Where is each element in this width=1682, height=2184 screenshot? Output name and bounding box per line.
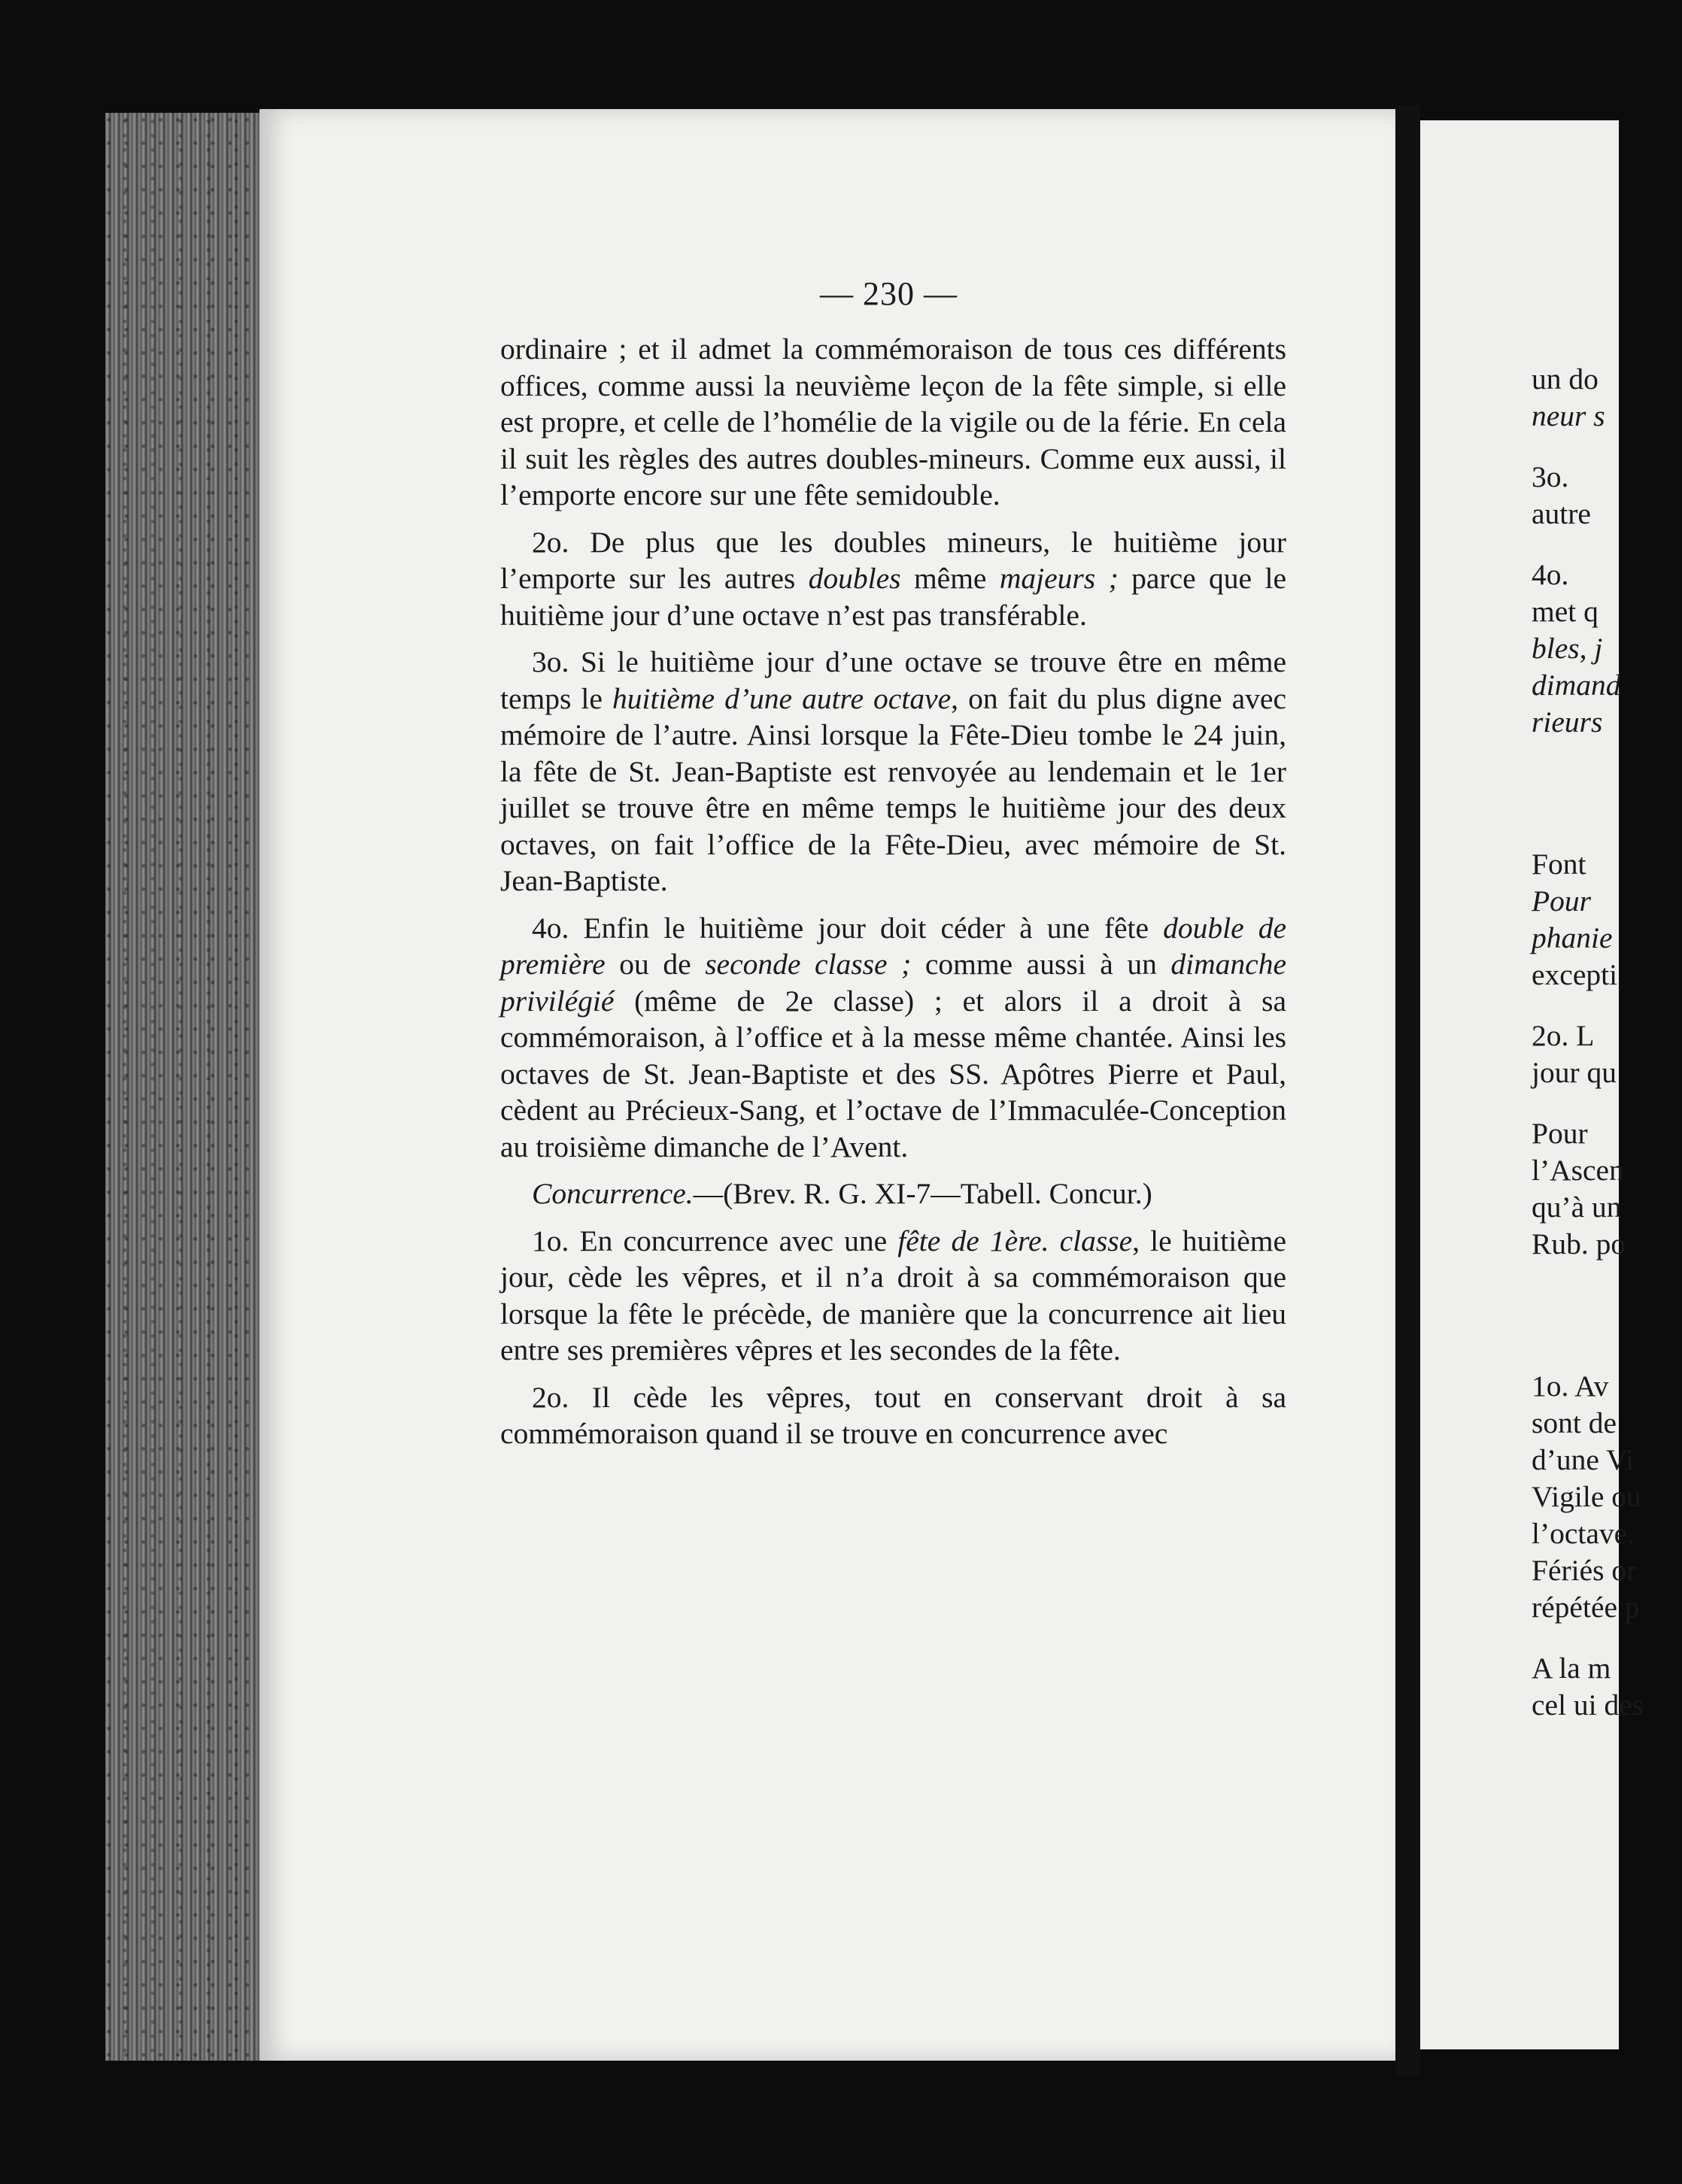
- paragraph: [500, 910, 1286, 1166]
- right-page-line: sont de: [1532, 1406, 1617, 1439]
- italic-run: majeurs ;: [999, 562, 1119, 595]
- text-run: ou de: [605, 948, 706, 981]
- text-run: —(Brev. R. G. XI-7—Tabell. Concur.): [693, 1177, 1152, 1210]
- right-page-line: dimand: [1532, 669, 1621, 702]
- paragraph: [500, 1223, 1286, 1369]
- right-page-line: phanie: [1532, 921, 1613, 954]
- text-run: (même de 2e classe) ; et alors il a droit à sa commémoraison, à l’office et à la messe même chantée. Ainsi les octaves de St. Jean-Baptiste et des SS. Apôtres Pierre et Paul, cèdent au Précieux-Sang, et l’octave de l’Immaculée-Conception au troisième dimanche de l’Avent.: [500, 984, 1286, 1163]
- text-run: 3o. Si le huitième jour d’une octave se trouve être en même temps le: [500, 645, 1286, 715]
- right-page-line: qu’à un: [1532, 1191, 1622, 1224]
- right-page-line: l’octave.: [1532, 1517, 1635, 1550]
- right-page-line: autre: [1532, 497, 1591, 530]
- text-run: même: [900, 562, 1000, 595]
- text-run: comme aussi à un: [911, 948, 1171, 981]
- right-page-line: l’Ascen: [1532, 1154, 1624, 1187]
- right-page-line: bles, j: [1532, 632, 1603, 665]
- right-page-line: 3o.: [1532, 460, 1569, 493]
- right-page-line: excepti: [1532, 958, 1618, 991]
- book-page-edges: [105, 113, 263, 2061]
- right-page-line: Pour: [1532, 1117, 1588, 1150]
- paragraph: [500, 1175, 1286, 1212]
- right-page-line: cel ui des: [1532, 1688, 1644, 1721]
- right-page-line: A la m: [1532, 1652, 1611, 1685]
- right-page-line: d’une Vi: [1532, 1443, 1635, 1476]
- right-page-line: Rub. po: [1532, 1227, 1626, 1260]
- left-page-body: [500, 331, 1286, 1463]
- right-page-line: Vigile ou: [1532, 1480, 1641, 1513]
- text-run: ordinaire ; et il admet la commémoraison de tous ces différents offices, comme aussi la neuvième leçon de la fête simple, si elle est propre, et celle de l’homélie de la vigile ou de la férie. En cela il suit les règles des autres doubles-mineurs. Comme eux aussi, il l’emporte encore sur une fête semidouble.: [500, 332, 1286, 511]
- italic-run: huitième d’une autre octave: [612, 681, 952, 715]
- italic-run: Concurrence.: [532, 1177, 694, 1210]
- italic-run: fête de 1ère. classe: [897, 1224, 1133, 1257]
- paragraph: [500, 331, 1286, 514]
- right-page-line: met q: [1532, 595, 1599, 628]
- right-page-line: jour qu: [1532, 1056, 1617, 1089]
- right-page-line: rieurs: [1532, 705, 1603, 739]
- right-page-line: Font: [1532, 848, 1586, 881]
- right-page-line: Pour: [1532, 884, 1591, 918]
- page-number: — 230 —: [820, 275, 958, 312]
- italic-run: doubles: [808, 562, 901, 595]
- text-run: 2o. De plus que les doubles mineurs, le huitième jour l’emporte sur les autres: [500, 525, 1286, 595]
- right-page-line: répétée p: [1532, 1591, 1640, 1624]
- right-page-line: 4o.: [1532, 558, 1569, 591]
- italic-run: double de première: [500, 911, 1286, 981]
- text-run: 2o. Il cède les vêpres, tout en conservant droit à sa commémoraison quand il se trouve en concurrence avec: [500, 1380, 1286, 1450]
- text-run: , on fait du plus digne avec mémoire de l’autre. Ainsi lorsque la Fête-Dieu tombe le 24 juin, la fête de St. Jean-Baptiste est renvoyée au lendemain et le 1er juillet se trouve être en même temps le huitième jour des deux octaves, on fait l’office de la Fête-Dieu, avec mémoire de St. Jean-Baptiste.: [500, 681, 1286, 897]
- right-page-line: Fériés or: [1532, 1554, 1637, 1587]
- right-page-line: un do: [1532, 362, 1599, 396]
- italic-run: seconde classe ;: [705, 948, 912, 981]
- right-page-line: 2o. L: [1532, 1019, 1595, 1052]
- italic-run: dimanche privilégié: [500, 948, 1286, 1018]
- right-page-line: 1o. Av: [1532, 1370, 1609, 1403]
- paragraph: [500, 1379, 1286, 1452]
- paragraph: [500, 524, 1286, 634]
- text-run: 4o. Enfin le huitième jour doit céder à une fête: [532, 911, 1164, 945]
- paragraph: [500, 644, 1286, 899]
- text-run: parce que le huitième jour d’une octave n’est pas transférable.: [500, 562, 1287, 632]
- text-run: 1o. En concurrence avec une: [532, 1224, 898, 1257]
- text-run: , le huitième jour, cède les vêpres, et il n’a droit à sa commémoraison que lorsque la fête le précède, de manière que la concurrence ait lieu entre ses premières vêpres et les secondes de la fête.: [500, 1224, 1287, 1367]
- book-spine-gutter: [1395, 105, 1420, 2076]
- right-page-fragment-column: [1532, 361, 1682, 1724]
- right-page-line: neur s: [1532, 399, 1605, 432]
